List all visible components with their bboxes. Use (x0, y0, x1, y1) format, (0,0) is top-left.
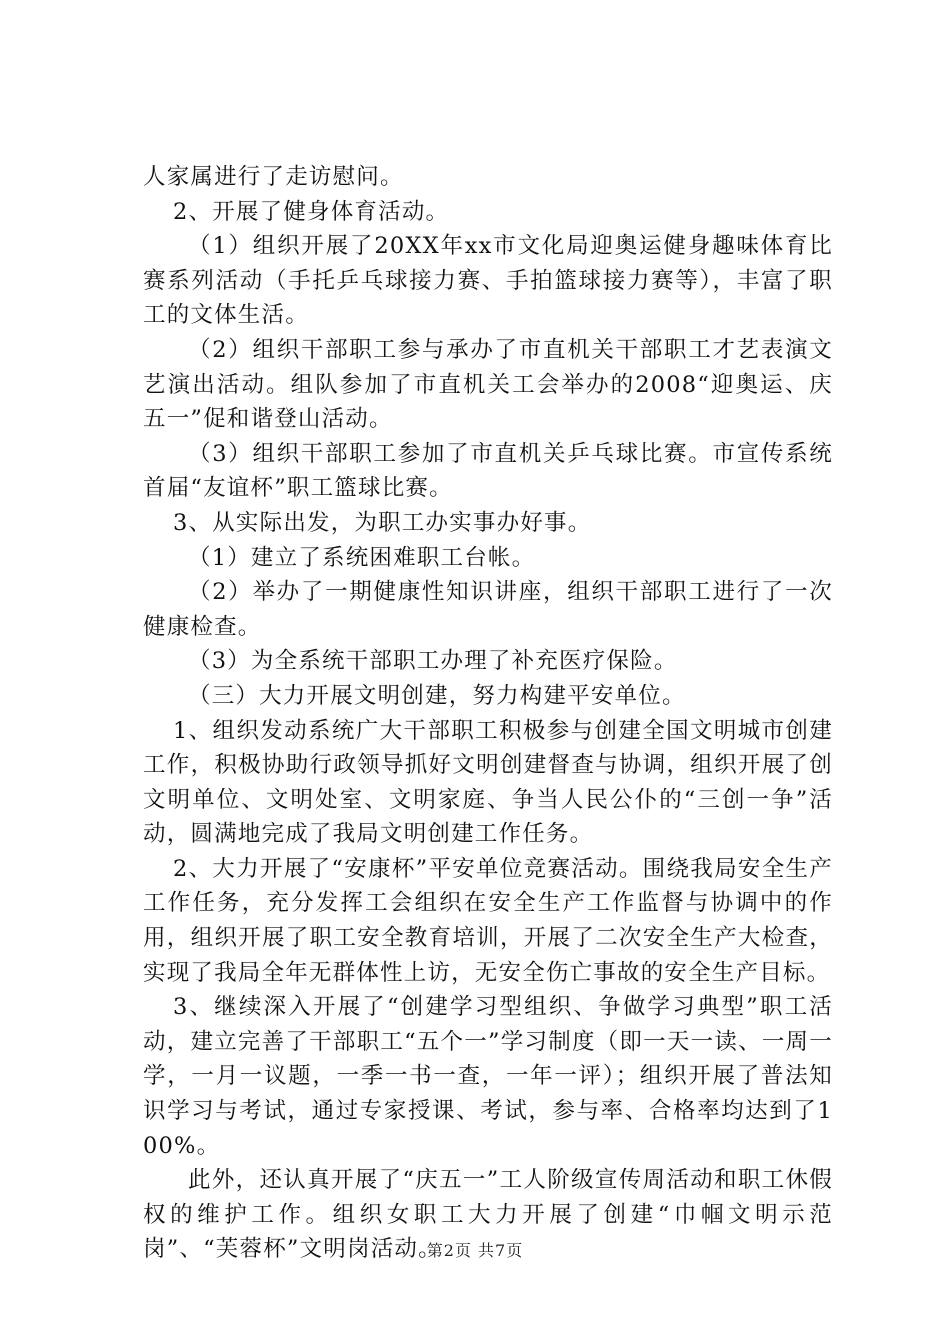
paragraph-5: （3）组织干部职工参加了市直机关乒乓球比赛。市宣传系统首届“友谊杯”职工篮球比赛。 (143, 440, 833, 502)
paragraph-2: 2、开展了健身体育活动。 (173, 198, 450, 225)
paragraph-1: 人家属进行了走访慰问。 (143, 164, 404, 190)
document-body (143, 160, 833, 1267)
paragraph-6: 3、从实际出发，为职工办实事办好事。 (173, 509, 592, 536)
paragraph-3: （1）组织开展了20XX年xx市文化局迎奥运健身趣味体育比赛系列活动（手托乒乓球接力赛、手拍篮球接力赛等），丰富了职工的文体生活。 (143, 233, 833, 329)
paragraph-13: 3、继续深入开展了“创建学习型组织、争做学习典型”职工活动，建立完善了干部职工“五个一”学习制度（即一天一读、一周一学，一月一议题，一季一书一查，一年一评）；组织开展了普法知识学习与考试，通过专家授课、考试，参与率、合格率均达到了100%。 (143, 994, 833, 1159)
section-heading: （三）大力开展文明创建，努力构建平安单位。 (188, 682, 686, 709)
paragraph-7: （1）建立了系统困难职工台帐。 (188, 544, 536, 571)
paragraph-11: 1、组织发动系统广大干部职工积极参与创建全国文明城市创建工作，积极协助行政领导抓好文明创建督查与协调，组织开展了创文明单位、文明处室、文明家庭、争当人民公仆的“三创一争”活动，圆满地完成了我局文明创建工作任务。 (143, 717, 833, 848)
page-number-footer: 第2页 共7页 (426, 1241, 524, 1260)
paragraph-9: （3）为全系统干部职工办理了补充医疗保险。 (188, 648, 678, 675)
paragraph-8: （2）举办了一期健康性知识讲座，组织干部职工进行了一次健康检查。 (143, 579, 833, 640)
paragraph-14: 此外，还认真开展了“庆五一”工人阶级宣传周活动和职工休假权的维护工作。组织女职工大力开展了创建“巾帼文明示范岗”、“芙蓉杯”文明岗活动。 (143, 1167, 833, 1263)
paragraph-12: 2、大力开展了“安康杯”平安单位竞赛活动。围绕我局安全生产工作任务，充分发挥工会组织在安全生产工作监督与协调中的作用，组织开展了职工安全教育培训，开展了二次安全生产大检查，实现了我局全年无群体性上访，无安全伤亡事故的安全生产目标。 (143, 855, 833, 986)
paragraph-4: （2）组织干部职工参与承办了市直机关干部职工才艺表演文艺演出活动。组队参加了市直机关工会举办的2008“迎奥运、庆五一”促和谐登山活动。 (143, 336, 833, 433)
